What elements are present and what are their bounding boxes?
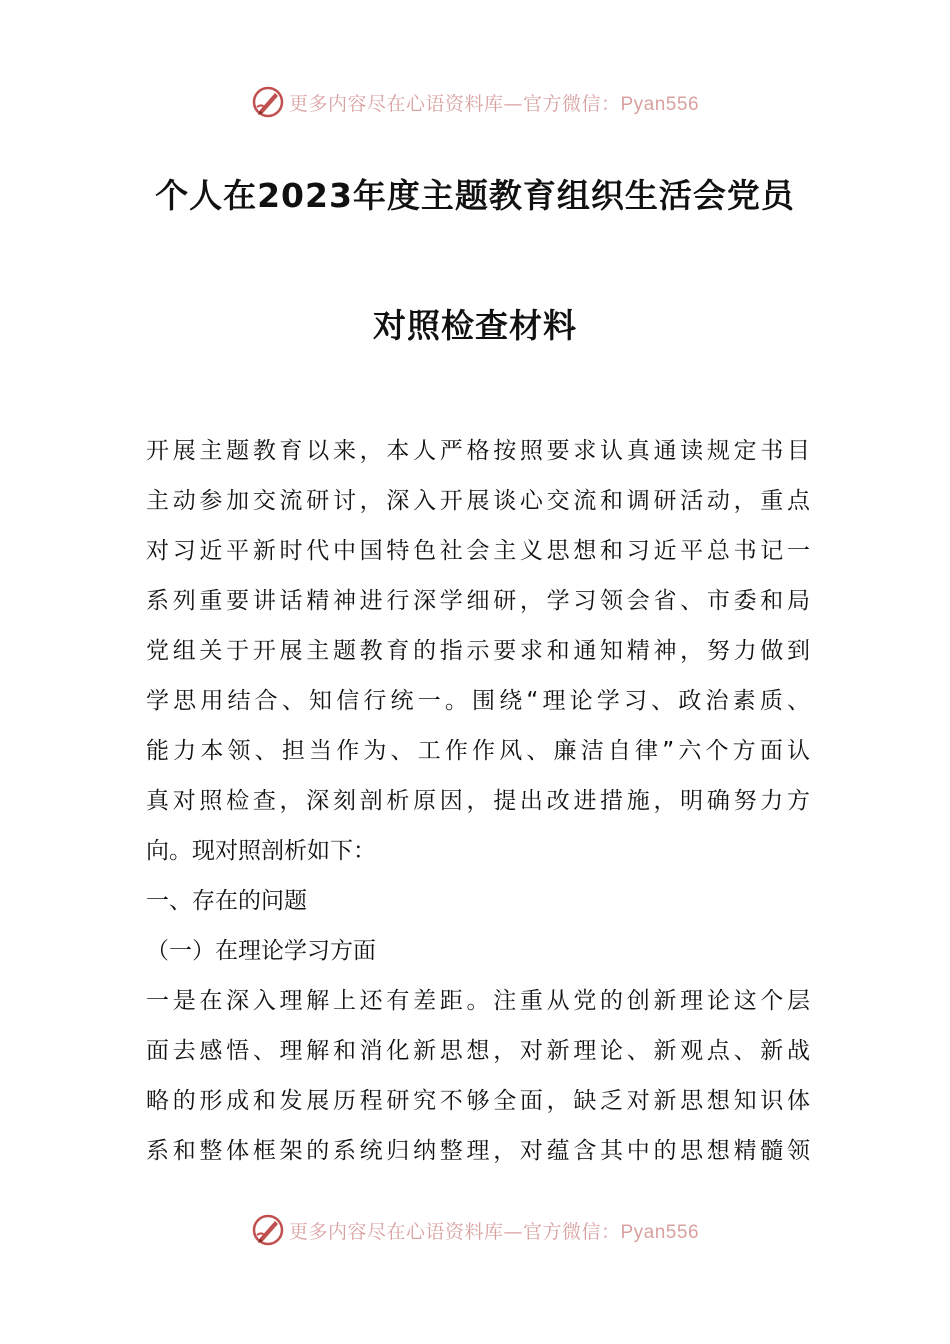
document-title-line-1: 个人在2023年度主题教育组织生活会党员 xyxy=(155,176,795,215)
document-title-line-2: 对照检查材料 xyxy=(373,306,577,345)
paragraph-line: 面去感悟、理解和消化新思想，对新理论、新观点、新战 xyxy=(146,1038,810,1064)
pen-logo-icon xyxy=(251,1213,285,1247)
paragraph-line: 对习近平新时代中国特色社会主义思想和习近平总书记一 xyxy=(146,538,810,564)
paragraph-line: 系列重要讲话精神进行深学细研，学习领会省、市委和局 xyxy=(146,588,810,614)
paragraph-line: 能力本领、担当作为、工作作风、廉洁自律”六个方面认 xyxy=(146,738,810,764)
paragraph-line: 开展主题教育以来，本人严格按照要求认真通读规定书目 xyxy=(146,438,810,464)
paragraph-line: 略的形成和发展历程研究不够全面，缺乏对新思想知识体 xyxy=(146,1088,810,1114)
section-heading: 一、存在的问题 xyxy=(146,888,307,914)
watermark-text: 更多内容尽在心语资料库—官方微信：Pyan556 xyxy=(288,92,700,115)
header-watermark xyxy=(0,82,950,122)
paragraph-line: 主动参加交流研讨，深入开展谈心交流和调研活动，重点 xyxy=(146,488,810,514)
paragraph-line: 党组关于开展主题教育的指示要求和通知精神，努力做到 xyxy=(146,638,810,664)
footer-watermark xyxy=(0,1210,950,1250)
paragraph-line: 向。现对照剖析如下： xyxy=(146,838,376,864)
subsection-heading: （一）在理论学习方面 xyxy=(146,938,376,964)
paragraph-line: 一是在深入理解上还有差距。注重从党的创新理论这个层 xyxy=(146,988,810,1014)
paragraph-line: 真对照检查，深刻剖析原因，提出改进措施，明确努力方 xyxy=(146,788,810,814)
pen-logo-icon xyxy=(251,85,285,119)
paragraph-line: 学思用结合、知信行统一。围绕“理论学习、政治素质、 xyxy=(146,688,810,714)
watermark-text: 更多内容尽在心语资料库—官方微信：Pyan556 xyxy=(288,1220,700,1243)
paragraph-line: 系和整体框架的系统归纳整理，对蕴含其中的思想精髓领 xyxy=(146,1138,810,1164)
